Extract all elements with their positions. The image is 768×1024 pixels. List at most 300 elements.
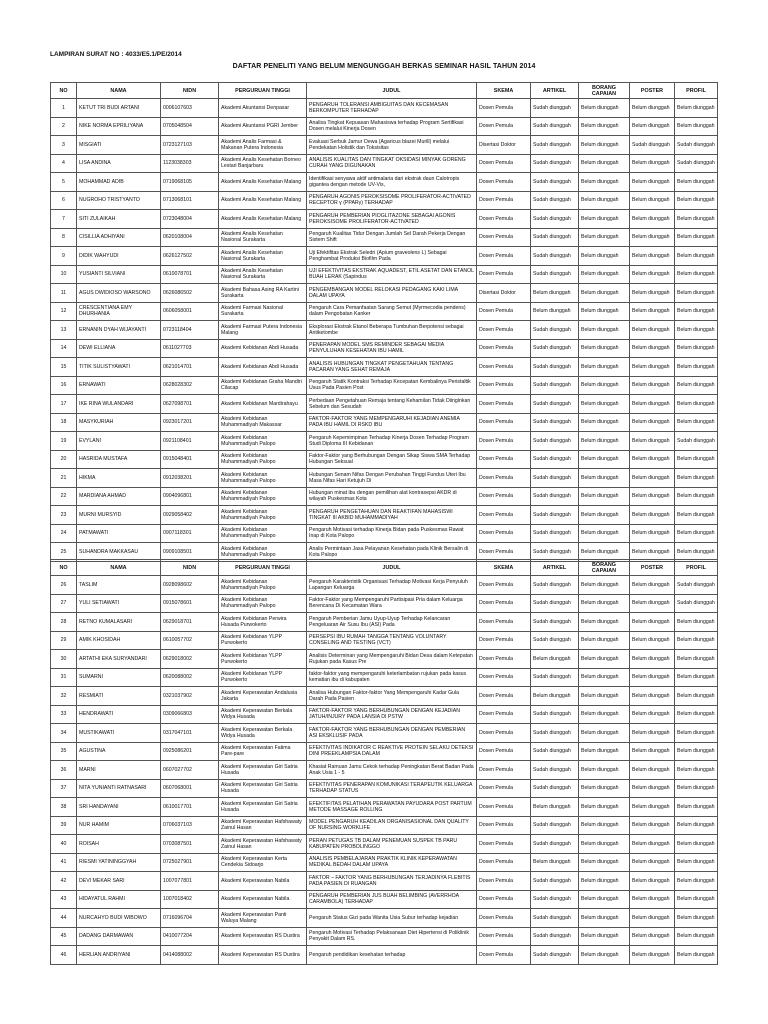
cell-text: Belum diunggah xyxy=(632,289,670,296)
cell-text: Belum diunggah xyxy=(677,215,715,222)
cell-text: Belum diunggah xyxy=(632,692,670,699)
table-row xyxy=(51,872,718,891)
cell-artikel xyxy=(531,890,579,909)
column-header-perguruan-tinggi: PERGURUAN TINGGI xyxy=(219,560,307,576)
cell-perguruan-tinggi xyxy=(219,450,307,469)
cell-perguruan-tinggi xyxy=(219,613,307,632)
cell-nidn xyxy=(161,742,219,761)
cell-borang-capaian xyxy=(579,705,630,724)
cell-text: PENGARUH AGONIS PEROKSISOME PROLIFERATOR-ACTIVATED RECEPTOR γ (PPARγ) TERHADAP xyxy=(309,194,471,207)
cell-no xyxy=(51,136,77,155)
cell-text: Belum diunggah xyxy=(677,618,715,625)
cell-text: Belum diunggah xyxy=(677,548,715,555)
cell-text: Dosen Pemula xyxy=(479,692,514,699)
cell-skema xyxy=(477,705,531,724)
cell-text: Pengaruh Kualitas Tidur Dengan Jumlah Sel Darah Pekerja Dengan Sistem Shift xyxy=(309,231,466,244)
cell-no xyxy=(51,835,77,854)
cell-skema xyxy=(477,798,531,817)
cell-perguruan-tinggi xyxy=(219,432,307,451)
cell-text: faktor-faktor yang mempengaruhi keterlambatan rujukan pada kasus kematian ibu di kabupaten xyxy=(309,671,467,684)
cell-borang-capaian xyxy=(579,265,630,284)
cell-skema xyxy=(477,154,531,173)
cell-text: Dosen Pemula xyxy=(479,345,514,352)
cell-perguruan-tinggi xyxy=(219,321,307,340)
cell-text: Akademi Keperawatan RS Dustira xyxy=(221,951,300,958)
cell-text: 36 xyxy=(60,766,67,773)
cell-text: Belum diunggah xyxy=(581,581,619,588)
cell-text: DIDIK WAHYUDI xyxy=(79,252,119,259)
cell-text: Belum diunggah xyxy=(677,308,715,315)
cell-text: NUR HAMIM xyxy=(79,822,109,829)
cell-nidn xyxy=(161,705,219,724)
cell-skema xyxy=(477,927,531,946)
cell-borang-capaian xyxy=(579,816,630,835)
cell-text: 0321037902 xyxy=(163,692,192,699)
cell-text: Belum diunggah xyxy=(632,104,670,111)
cell-judul xyxy=(307,136,477,155)
cell-text: Belum diunggah xyxy=(632,178,670,185)
cell-text: 0716096704 xyxy=(163,914,192,921)
cell-text: Sudah diunggah xyxy=(533,234,571,241)
cell-text: Belum diunggah xyxy=(677,289,715,296)
cell-text: Akademi Akuntansi Denpasar xyxy=(221,104,290,111)
cell-skema xyxy=(477,576,531,595)
cell-nama xyxy=(77,650,161,669)
cell-poster xyxy=(630,761,675,780)
cell-text: Akademi Keperawatan Fatima Pare-pare xyxy=(221,745,291,758)
cell-artikel xyxy=(531,413,579,432)
cell-borang-capaian xyxy=(579,853,630,872)
cell-text: Belum diunggah xyxy=(581,711,619,718)
cell-text: Belum diunggah xyxy=(581,493,619,500)
cell-skema xyxy=(477,413,531,432)
cell-skema xyxy=(477,909,531,928)
cell-text: 30 xyxy=(60,655,67,662)
cell-text: 0907118301 xyxy=(163,530,192,537)
cell-perguruan-tinggi xyxy=(219,687,307,706)
cell-text: Sudah diunggah xyxy=(677,581,715,588)
cell-text: Belum diunggah xyxy=(632,674,670,681)
cell-nama xyxy=(77,432,161,451)
cell-poster xyxy=(630,890,675,909)
cell-text: Belum diunggah xyxy=(677,178,715,185)
cell-poster xyxy=(630,687,675,706)
cell-text: 0915048401 xyxy=(163,456,192,463)
cell-text: Dosen Pemula xyxy=(479,785,514,792)
cell-text: Akademi Kebidanan Muhammadiyah Palopo xyxy=(221,471,276,484)
cell-text: Akademi Keperawatan Hafshawaty Zainul Hasan xyxy=(221,819,302,832)
cell-judul xyxy=(307,742,477,761)
cell-artikel xyxy=(531,136,579,155)
cell-judul xyxy=(307,191,477,210)
cell-text: Dosen Pemula xyxy=(479,729,514,736)
cell-artikel xyxy=(531,376,579,395)
cell-text: 2 xyxy=(62,123,65,130)
table-row xyxy=(51,99,718,118)
cell-text: 0620088002 xyxy=(163,674,192,681)
cell-text: 19 xyxy=(60,437,67,444)
cell-skema xyxy=(477,594,531,613)
column-header-no: NO xyxy=(51,560,77,576)
cell-text: Akademi Kebidanan Abdi Husada xyxy=(221,345,299,352)
cell-poster xyxy=(630,432,675,451)
cell-judul xyxy=(307,450,477,469)
cell-borang-capaian xyxy=(579,432,630,451)
cell-text: Belum diunggah xyxy=(581,197,619,204)
cell-profil xyxy=(675,613,718,632)
cell-borang-capaian xyxy=(579,835,630,854)
cell-artikel xyxy=(531,909,579,928)
column-header-nidn: NIDN xyxy=(161,560,219,576)
cell-text: Akademi Analis Kesehatan Malang xyxy=(221,197,302,204)
cell-nama xyxy=(77,191,161,210)
cell-no xyxy=(51,506,77,525)
cell-text: Belum diunggah xyxy=(581,289,619,296)
cell-perguruan-tinggi xyxy=(219,524,307,543)
cell-no xyxy=(51,265,77,284)
cell-artikel xyxy=(531,761,579,780)
cell-text: Belum diunggah xyxy=(581,822,619,829)
cell-no xyxy=(51,668,77,687)
cell-text: 1007077801 xyxy=(163,877,192,884)
cell-artikel xyxy=(531,613,579,632)
cell-nama xyxy=(77,687,161,706)
cell-text: Sudah diunggah xyxy=(533,363,571,370)
cell-text: 44 xyxy=(60,914,67,921)
cell-text: NURCAHYO BUDI WIBOWO xyxy=(79,914,147,921)
cell-text: PERSEPSI IBU RUMAH TANGGA TENTANG VOLUNTARY CONSELING AND TESTING (VCT) xyxy=(309,634,447,647)
cell-text: Sudah diunggah xyxy=(533,711,571,718)
cell-text: Sudah diunggah xyxy=(533,933,571,940)
cell-borang-capaian xyxy=(579,339,630,358)
cell-borang-capaian xyxy=(579,136,630,155)
cell-borang-capaian xyxy=(579,872,630,891)
cell-text: Sudah diunggah xyxy=(533,748,571,755)
cell-borang-capaian xyxy=(579,761,630,780)
cell-text: Akademi Analis Kesehatan Borneo Lestari Banjarbaru xyxy=(221,157,301,170)
cell-text: Belum diunggah xyxy=(632,326,670,333)
cell-perguruan-tinggi xyxy=(219,487,307,506)
cell-borang-capaian xyxy=(579,247,630,266)
cell-perguruan-tinggi xyxy=(219,506,307,525)
document-title: DAFTAR PENELITI YANG BELUM MENGUNGGAH BERKAS SEMINAR HASIL TAHUN 2014 xyxy=(232,63,536,70)
cell-text: Belum diunggah xyxy=(632,933,670,940)
cell-borang-capaian xyxy=(579,154,630,173)
cell-text: ARTATHI EKA SURYANDARI xyxy=(79,655,147,662)
cell-no xyxy=(51,284,77,303)
cell-text: Belum diunggah xyxy=(677,363,715,370)
cell-text: TASLIM xyxy=(79,581,98,588)
cell-text: SRI HANDAYANI xyxy=(79,803,119,810)
cell-text: Belum diunggah xyxy=(632,803,670,810)
cell-no xyxy=(51,946,77,965)
cell-text: ERNANIN DYAH WIJAYANTI xyxy=(79,326,147,333)
cell-text: YUSIANTI SILVIANI xyxy=(79,271,126,278)
cell-text: Akademi Analis Kesehatan Malang xyxy=(221,215,302,222)
cell-text: Belum diunggah xyxy=(632,748,670,755)
cell-text: Belum diunggah xyxy=(632,766,670,773)
cell-perguruan-tinggi xyxy=(219,173,307,192)
cell-borang-capaian xyxy=(579,724,630,743)
cell-text: Belum diunggah xyxy=(581,692,619,699)
cell-profil xyxy=(675,432,718,451)
table-row xyxy=(51,650,718,669)
cell-text: 0626086502 xyxy=(163,289,192,296)
cell-text: Belum diunggah xyxy=(581,618,619,625)
cell-text: Belum diunggah xyxy=(581,914,619,921)
cell-artikel xyxy=(531,302,579,321)
cell-text: 0706037103 xyxy=(163,822,192,829)
cell-text: Akademi Keperawatan Giri Satria Husada xyxy=(221,800,298,813)
cell-no xyxy=(51,890,77,909)
cell-no xyxy=(51,816,77,835)
cell-nama xyxy=(77,724,161,743)
cell-text: 0410077204 xyxy=(163,933,192,940)
cell-skema xyxy=(477,210,531,229)
cell-judul xyxy=(307,395,477,414)
cell-text: Belum diunggah xyxy=(581,160,619,167)
table-row xyxy=(51,265,718,284)
cell-text: Belum diunggah xyxy=(632,729,670,736)
cell-text: Belum diunggah xyxy=(677,859,715,866)
cell-text: Belum diunggah xyxy=(581,803,619,810)
cell-nama xyxy=(77,798,161,817)
cell-text: Belum diunggah xyxy=(581,400,619,407)
cell-skema xyxy=(477,469,531,488)
cell-text: 14 xyxy=(60,345,67,352)
cell-text: Dosen Pemula xyxy=(479,822,514,829)
cell-artikel xyxy=(531,450,579,469)
cell-poster xyxy=(630,358,675,377)
cell-text: 25 xyxy=(60,548,67,555)
cell-text: 0923017201 xyxy=(163,419,192,426)
cell-text: Belum diunggah xyxy=(632,474,670,481)
cell-text: AGUSTINA xyxy=(79,748,106,755)
cell-text: Belum diunggah xyxy=(632,877,670,884)
cell-text: EFEKTIVITAS PENERAPAN KOMUNIKASI TERAPEUTIK KELUARGA TERHADAP STATUS xyxy=(309,782,473,795)
cell-no xyxy=(51,210,77,229)
cell-skema xyxy=(477,247,531,266)
cell-text: 0611027703 xyxy=(163,345,192,352)
cell-borang-capaian xyxy=(579,927,630,946)
cell-text: Akademi Kebidanan Graha Mandiri Cilacap xyxy=(221,379,302,392)
cell-text: Belum diunggah xyxy=(581,363,619,370)
cell-text: 41 xyxy=(60,859,67,866)
cell-text: PENGARUH PEMBERIAN PIOGLITAZONE SEBAGAI AGONIS PEROKSISOME PROLIFERATOR-ACTIVATED xyxy=(309,212,456,225)
cell-text: NITA YUNIANTI RATNASARI xyxy=(79,785,147,792)
cell-profil xyxy=(675,650,718,669)
cell-text: Pengaruh Motivasi terhadap Kinerja Bidan pada Puskesmas Rawat Inap di Kota Palopo xyxy=(309,527,464,540)
cell-profil xyxy=(675,99,718,118)
cell-profil xyxy=(675,210,718,229)
cell-text: 8 xyxy=(62,234,65,241)
cell-profil xyxy=(675,358,718,377)
cell-nidn xyxy=(161,376,219,395)
cell-text: Disertasi Doktor xyxy=(479,289,516,296)
cell-text: Belum diunggah xyxy=(581,178,619,185)
table-row xyxy=(51,284,718,303)
cell-judul xyxy=(307,853,477,872)
column-header-no: NO xyxy=(51,83,77,99)
cell-nidn xyxy=(161,890,219,909)
cell-text: 46 xyxy=(60,951,67,958)
cell-text: Pengaruh Motivasi Terhadap Pelaksanaan Diet Hipertensi di Poliklinik Penyakit Dalam RS. xyxy=(309,930,469,943)
cell-text: Sudah diunggah xyxy=(533,456,571,463)
cell-nidn xyxy=(161,339,219,358)
cell-text: 0912038201 xyxy=(163,474,192,481)
cell-text: Sudah diunggah xyxy=(533,618,571,625)
cell-text: Akademi Kebidanan Mardirahayu xyxy=(221,400,298,407)
cell-text: Dosen Pemula xyxy=(479,766,514,773)
cell-judul xyxy=(307,650,477,669)
cell-text: NUGROHO TRISTYANTO xyxy=(79,197,140,204)
cell-poster xyxy=(630,210,675,229)
column-header-skema: SKEMA xyxy=(477,83,531,99)
cell-text: Belum diunggah xyxy=(533,859,571,866)
cell-text: 33 xyxy=(60,711,67,718)
cell-skema xyxy=(477,631,531,650)
cell-text: NIKE NORMA EPRILIYANA xyxy=(79,123,144,130)
cell-poster xyxy=(630,339,675,358)
cell-text: Belum diunggah xyxy=(632,197,670,204)
cell-poster xyxy=(630,117,675,136)
cell-text: Belum diunggah xyxy=(677,933,715,940)
cell-text: Belum diunggah xyxy=(581,456,619,463)
cell-artikel xyxy=(531,594,579,613)
cell-text: Dosen Pemula xyxy=(479,474,514,481)
cell-nidn xyxy=(161,173,219,192)
cell-text: MOHAMMAD ADIB xyxy=(79,178,124,185)
cell-nidn xyxy=(161,487,219,506)
cell-text: Dosen Pemula xyxy=(479,859,514,866)
cell-judul xyxy=(307,506,477,525)
cell-text: Dosen Pemula xyxy=(479,896,514,903)
cell-text: Belum diunggah xyxy=(677,382,715,389)
cell-text: Belum diunggah xyxy=(581,234,619,241)
cell-borang-capaian xyxy=(579,302,630,321)
cell-text: SUMARNI xyxy=(79,674,103,681)
table-row xyxy=(51,469,718,488)
cell-perguruan-tinggi xyxy=(219,705,307,724)
cell-text: Belum diunggah xyxy=(581,951,619,958)
cell-text: Belum diunggah xyxy=(581,474,619,481)
cell-nama xyxy=(77,395,161,414)
cell-profil xyxy=(675,687,718,706)
cell-artikel xyxy=(531,358,579,377)
cell-text: Dosen Pemula xyxy=(479,326,514,333)
cell-perguruan-tinggi xyxy=(219,816,307,835)
cell-profil xyxy=(675,339,718,358)
cell-no xyxy=(51,358,77,377)
cell-text: Analis Permintaan Jasa Pelayanan Kesehatan pada Klinik Bersalin di Kota Palopo xyxy=(309,545,469,558)
cell-text: ROISAH xyxy=(79,840,99,847)
cell-nama xyxy=(77,210,161,229)
cell-text: Analisis Determinan yang Mempengaruhi Bidan Desa dalam Ketepatan Rujukan pada Kasus Pre xyxy=(309,652,473,665)
cell-text: Eksplorasi Ekstrak Etanol Beberapa Tumbuhan Berpotensi sebagai Antiketombe xyxy=(309,323,464,336)
cell-nidn xyxy=(161,524,219,543)
cell-profil xyxy=(675,668,718,687)
cell-text: PENGARUH PENGETAHUAN DAN REAKTIFAN MAHASISWI TINGKAT III AKBID MUHAMMADIYAH xyxy=(309,508,453,521)
cell-perguruan-tinggi xyxy=(219,724,307,743)
cell-no xyxy=(51,742,77,761)
cell-text: 0414088002 xyxy=(163,951,192,958)
table-row xyxy=(51,779,718,798)
cell-nidn xyxy=(161,668,219,687)
cell-text: AMIK KHOSIDAH xyxy=(79,637,121,644)
cell-text: Akademi Keperawatan Giri Satria Husada xyxy=(221,782,298,795)
cell-text: Dosen Pemula xyxy=(479,877,514,884)
cell-profil xyxy=(675,853,718,872)
cell-text: ANALISIS PEMBELAJARAN PRAKTIK KLINIK KEPERAWATAN MEDIKAL BEDAH DALAM UPAYA xyxy=(309,856,457,869)
cell-profil xyxy=(675,450,718,469)
table-row xyxy=(51,761,718,780)
cell-text: 0915078601 xyxy=(163,600,192,607)
cell-poster xyxy=(630,946,675,965)
cell-text: Belum diunggah xyxy=(632,271,670,278)
cell-borang-capaian xyxy=(579,358,630,377)
cell-nidn xyxy=(161,927,219,946)
cell-perguruan-tinggi xyxy=(219,779,307,798)
cell-artikel xyxy=(531,687,579,706)
cell-text: 35 xyxy=(60,748,67,755)
cell-nama xyxy=(77,284,161,303)
cell-nama xyxy=(77,668,161,687)
letter-number: LAMPIRAN SURAT NO : 4033/E5.1/PE/2014 xyxy=(50,51,182,58)
cell-no xyxy=(51,613,77,632)
table-row xyxy=(51,668,718,687)
cell-text: PENGEMBANGAN MODEL RELOKASI PEDAGANG KAKI LIMA DALAM UPAYA xyxy=(309,286,458,299)
cell-text: Pengaruh Kepemimpinan Terhadap Kinerja Dosen Terhadap Program Studi Diploma III Kebidanan xyxy=(309,434,469,447)
cell-artikel xyxy=(531,99,579,118)
cell-text: PERAN PETUGAS TB DALAM PENEMUAN SUSPEK TB PARU KABUPATEN PROBOLINGGO xyxy=(309,837,458,850)
cell-text: 0006107603 xyxy=(163,104,192,111)
cell-poster xyxy=(630,395,675,414)
cell-text: FAKTOR-FAKTOR YANG BERHUBUNGAN DENGAN PEMBERIAN ASI EKSKLUSIF PADA xyxy=(309,726,466,739)
cell-nama xyxy=(77,376,161,395)
table-row xyxy=(51,724,718,743)
cell-judul xyxy=(307,890,477,909)
cell-profil xyxy=(675,413,718,432)
table-row xyxy=(51,321,718,340)
cell-text: 0723127103 xyxy=(163,141,192,148)
cell-text: Belum diunggah xyxy=(581,104,619,111)
cell-nidn xyxy=(161,779,219,798)
table-row xyxy=(51,506,718,525)
cell-text: Dosen Pemula xyxy=(479,363,514,370)
cell-text: Dosen Pemula xyxy=(479,840,514,847)
table-row xyxy=(51,594,718,613)
cell-text: MODEL PENGARUH KEADILAN ORGANISASIONAL DAN QUALITY OF NURSING WORKLIFE xyxy=(309,819,469,832)
cell-text: UJI EFEKTIVITAS EKSTRAK AQUADEST, ETIL ASETAT DAN ETANOL BUAH LERAK (Sapindus xyxy=(309,268,474,281)
cell-text: Belum diunggah xyxy=(632,637,670,644)
cell-artikel xyxy=(531,154,579,173)
cell-poster xyxy=(630,376,675,395)
column-header-poster: POSTER xyxy=(630,560,675,576)
cell-text: Akademi Bahasa Asing RA Kartini Surakarta xyxy=(221,286,299,299)
cell-poster xyxy=(630,927,675,946)
cell-text: Belum diunggah xyxy=(677,877,715,884)
cell-nama xyxy=(77,450,161,469)
cell-text: Belum diunggah xyxy=(677,951,715,958)
cell-text: Belum diunggah xyxy=(581,896,619,903)
cell-text: MURNI MURSYID xyxy=(79,511,122,518)
cell-borang-capaian xyxy=(579,228,630,247)
cell-text: 3 xyxy=(62,141,65,148)
cell-text: Belum diunggah xyxy=(677,766,715,773)
cell-borang-capaian xyxy=(579,395,630,414)
table-header-row xyxy=(51,560,718,576)
cell-profil xyxy=(675,117,718,136)
